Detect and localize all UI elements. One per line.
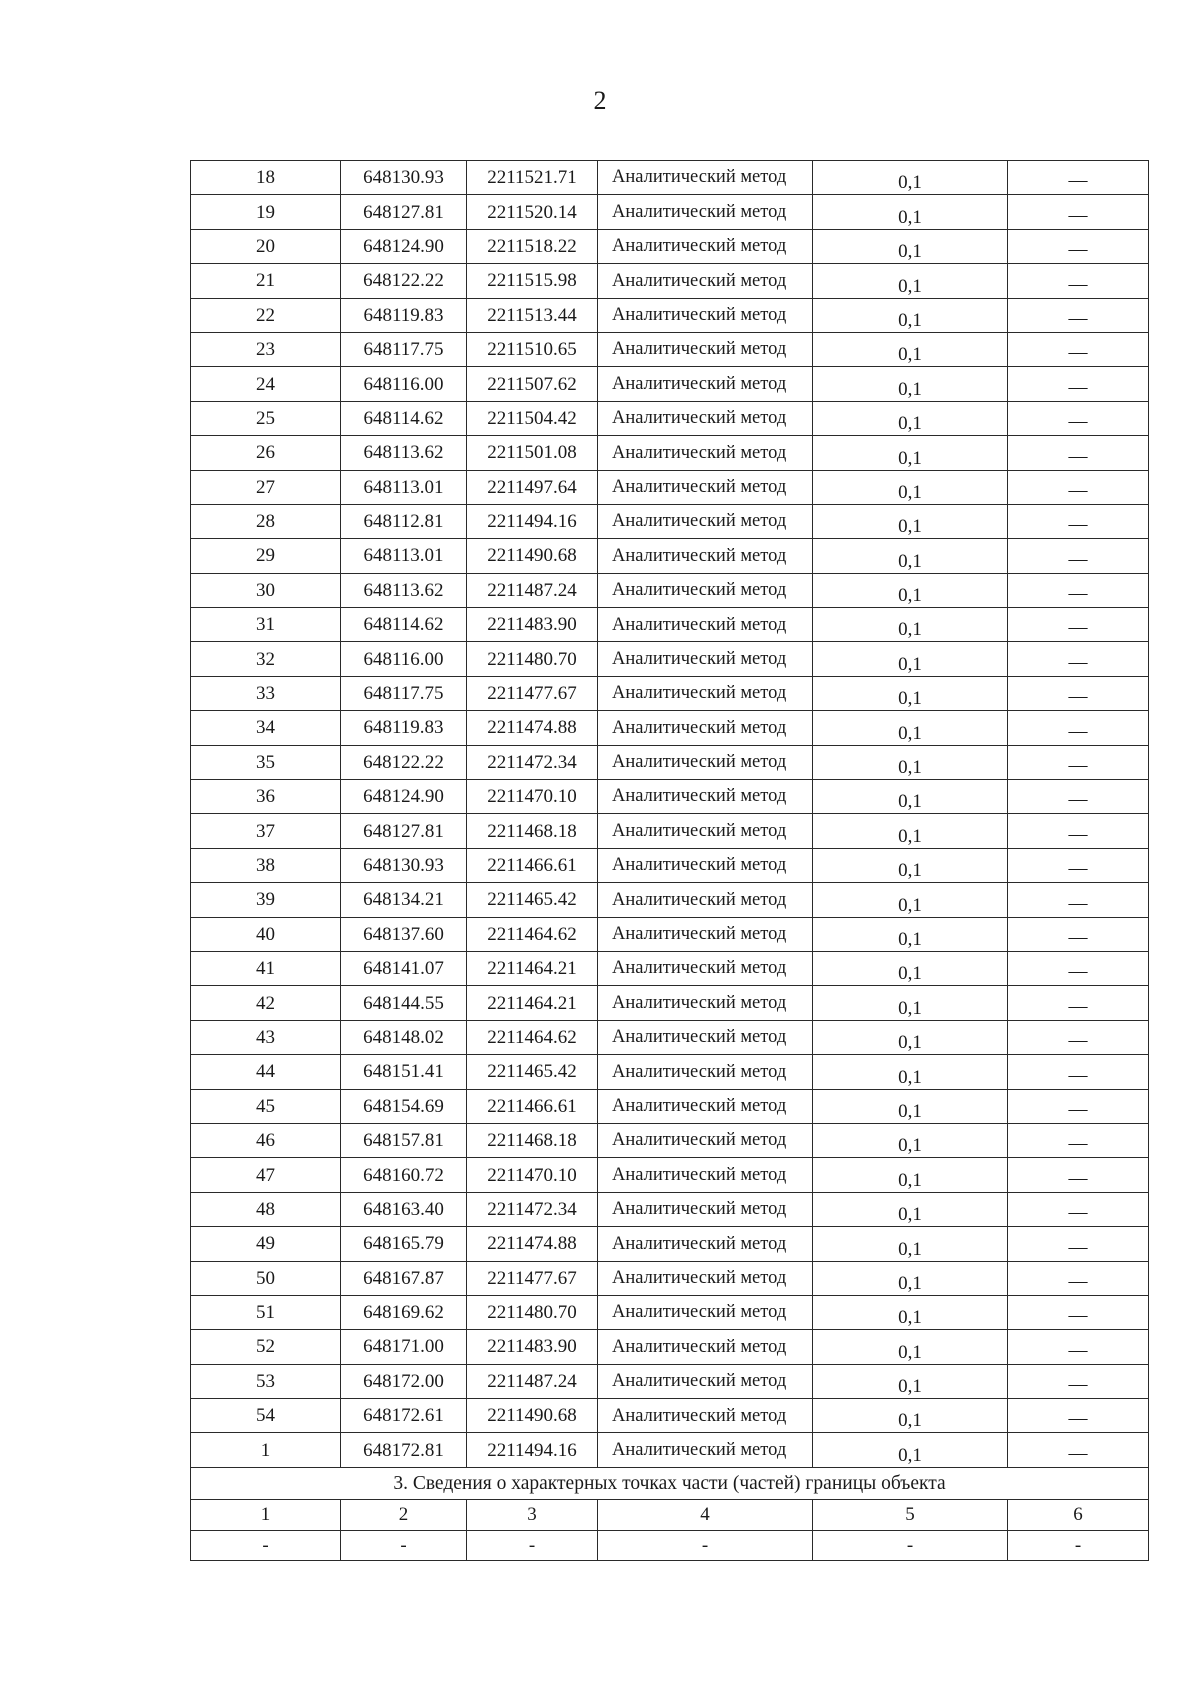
point-number-cell: 32 [191,642,341,676]
point-number-cell: 28 [191,504,341,538]
method-cell: Аналитический метод [598,367,813,401]
x-coordinate-cell: 648148.02 [341,1020,467,1054]
y-coordinate-cell: 2211480.70 [467,1295,598,1329]
x-coordinate-cell: 648163.40 [341,1192,467,1226]
point-number-cell: 35 [191,745,341,779]
method-cell: Аналитический метод [598,883,813,917]
point-number-cell: 47 [191,1158,341,1192]
x-coordinate-cell: 648127.81 [341,814,467,848]
accuracy-cell: 0,1 [813,332,1008,366]
accuracy-cell: 0,1 [813,1227,1008,1261]
table-row [191,504,1149,538]
section-3-cell: - [813,1530,1008,1560]
table-row [191,1192,1149,1226]
method-cell: Аналитический метод [598,608,813,642]
description-cell: — [1008,1158,1149,1192]
x-coordinate-cell: 648172.81 [341,1433,467,1467]
y-coordinate-cell: 2211515.98 [467,264,598,298]
accuracy-cell: 0,1 [813,883,1008,917]
accuracy-cell: 0,1 [813,539,1008,573]
x-coordinate-cell: 648113.62 [341,436,467,470]
method-cell: Аналитический метод [598,195,813,229]
accuracy-cell: 0,1 [813,1055,1008,1089]
method-cell: Аналитический метод [598,573,813,607]
point-number-cell: 52 [191,1330,341,1364]
method-cell: Аналитический метод [598,161,813,195]
point-number-cell: 42 [191,986,341,1020]
section-3-col-6: 6 [1008,1499,1149,1530]
accuracy-cell: 0,1 [813,917,1008,951]
y-coordinate-cell: 2211490.68 [467,539,598,573]
table-row [191,1227,1149,1261]
point-number-cell: 19 [191,195,341,229]
section-3-cell: - [341,1530,467,1560]
x-coordinate-cell: 648117.75 [341,676,467,710]
point-number-cell: 21 [191,264,341,298]
point-number-cell: 46 [191,1123,341,1157]
point-number-cell: 34 [191,711,341,745]
description-cell: — [1008,1020,1149,1054]
description-cell: — [1008,1433,1149,1467]
accuracy-cell: 0,1 [813,642,1008,676]
table-row [191,711,1149,745]
table-row [191,1158,1149,1192]
table-row [191,470,1149,504]
table-row [191,1055,1149,1089]
y-coordinate-cell: 2211472.34 [467,745,598,779]
method-cell: Аналитический метод [598,642,813,676]
accuracy-cell: 0,1 [813,1020,1008,1054]
y-coordinate-cell: 2211477.67 [467,676,598,710]
description-cell: — [1008,1399,1149,1433]
method-cell: Аналитический метод [598,470,813,504]
table-row [191,848,1149,882]
method-cell: Аналитический метод [598,780,813,814]
description-cell: — [1008,676,1149,710]
point-number-cell: 36 [191,780,341,814]
description-cell: — [1008,848,1149,882]
method-cell: Аналитический метод [598,1399,813,1433]
table-row [191,1261,1149,1295]
method-cell: Аналитический метод [598,264,813,298]
method-cell: Аналитический метод [598,401,813,435]
accuracy-cell: 0,1 [813,436,1008,470]
x-coordinate-cell: 648116.00 [341,642,467,676]
point-number-cell: 25 [191,401,341,435]
accuracy-cell: 0,1 [813,1089,1008,1123]
y-coordinate-cell: 2211468.18 [467,1123,598,1157]
y-coordinate-cell: 2211507.62 [467,367,598,401]
x-coordinate-cell: 648141.07 [341,951,467,985]
method-cell: Аналитический метод [598,229,813,263]
method-cell: Аналитический метод [598,1227,813,1261]
description-cell: — [1008,883,1149,917]
method-cell: Аналитический метод [598,1364,813,1398]
x-coordinate-cell: 648157.81 [341,1123,467,1157]
description-cell: — [1008,1330,1149,1364]
point-number-cell: 38 [191,848,341,882]
table-row [191,1399,1149,1433]
point-number-cell: 30 [191,573,341,607]
accuracy-cell: 0,1 [813,1192,1008,1226]
accuracy-cell: 0,1 [813,780,1008,814]
x-coordinate-cell: 648137.60 [341,917,467,951]
point-number-cell: 26 [191,436,341,470]
table-row [191,1020,1149,1054]
description-cell: — [1008,1295,1149,1329]
y-coordinate-cell: 2211464.21 [467,951,598,985]
x-coordinate-cell: 648116.00 [341,367,467,401]
section-3-title-row [191,1467,1149,1499]
accuracy-cell: 0,1 [813,470,1008,504]
y-coordinate-cell: 2211510.65 [467,332,598,366]
description-cell: — [1008,367,1149,401]
y-coordinate-cell: 2211468.18 [467,814,598,848]
x-coordinate-cell: 648113.01 [341,539,467,573]
x-coordinate-cell: 648127.81 [341,195,467,229]
y-coordinate-cell: 2211518.22 [467,229,598,263]
section-3-cell: - [1008,1530,1149,1560]
x-coordinate-cell: 648130.93 [341,848,467,882]
accuracy-cell: 0,1 [813,367,1008,401]
accuracy-cell: 0,1 [813,608,1008,642]
method-cell: Аналитический метод [598,917,813,951]
point-number-cell: 54 [191,1399,341,1433]
description-cell: — [1008,1123,1149,1157]
x-coordinate-cell: 648112.81 [341,504,467,538]
description-cell: — [1008,573,1149,607]
point-number-cell: 27 [191,470,341,504]
x-coordinate-cell: 648114.62 [341,608,467,642]
accuracy-cell: 0,1 [813,814,1008,848]
description-cell: — [1008,436,1149,470]
accuracy-cell: 0,1 [813,711,1008,745]
description-cell: — [1008,195,1149,229]
section-3-col-5: 5 [813,1499,1008,1530]
accuracy-cell: 0,1 [813,573,1008,607]
y-coordinate-cell: 2211464.21 [467,986,598,1020]
method-cell: Аналитический метод [598,711,813,745]
description-cell: — [1008,504,1149,538]
section-3-title: 3. Сведения о характерных точках части (частей) границы объекта [191,1467,1149,1499]
boundary-points-table [190,160,1149,1561]
y-coordinate-cell: 2211465.42 [467,1055,598,1089]
description-cell: — [1008,711,1149,745]
description-cell: — [1008,1055,1149,1089]
table-row [191,161,1149,195]
y-coordinate-cell: 2211494.16 [467,1433,598,1467]
y-coordinate-cell: 2211487.24 [467,573,598,607]
x-coordinate-cell: 648144.55 [341,986,467,1020]
method-cell: Аналитический метод [598,436,813,470]
method-cell: Аналитический метод [598,814,813,848]
y-coordinate-cell: 2211490.68 [467,1399,598,1433]
x-coordinate-cell: 648122.22 [341,264,467,298]
point-number-cell: 20 [191,229,341,263]
y-coordinate-cell: 2211470.10 [467,780,598,814]
section-3-col-2: 2 [341,1499,467,1530]
accuracy-cell: 0,1 [813,986,1008,1020]
description-cell: — [1008,814,1149,848]
point-number-cell: 31 [191,608,341,642]
y-coordinate-cell: 2211466.61 [467,848,598,882]
description-cell: — [1008,401,1149,435]
table-row [191,195,1149,229]
table-row [191,229,1149,263]
y-coordinate-cell: 2211477.67 [467,1261,598,1295]
description-cell: — [1008,986,1149,1020]
accuracy-cell: 0,1 [813,951,1008,985]
point-number-cell: 24 [191,367,341,401]
y-coordinate-cell: 2211520.14 [467,195,598,229]
point-number-cell: 1 [191,1433,341,1467]
method-cell: Аналитический метод [598,951,813,985]
section-3-col-3: 3 [467,1499,598,1530]
method-cell: Аналитический метод [598,848,813,882]
description-cell: — [1008,470,1149,504]
x-coordinate-cell: 648154.69 [341,1089,467,1123]
method-cell: Аналитический метод [598,986,813,1020]
accuracy-cell: 0,1 [813,1364,1008,1398]
table-row [191,883,1149,917]
x-coordinate-cell: 648119.83 [341,711,467,745]
description-cell: — [1008,608,1149,642]
accuracy-cell: 0,1 [813,1123,1008,1157]
accuracy-cell: 0,1 [813,848,1008,882]
y-coordinate-cell: 2211487.24 [467,1364,598,1398]
x-coordinate-cell: 648172.00 [341,1364,467,1398]
y-coordinate-cell: 2211494.16 [467,504,598,538]
accuracy-cell: 0,1 [813,1295,1008,1329]
point-number-cell: 53 [191,1364,341,1398]
point-number-cell: 49 [191,1227,341,1261]
table-row [191,608,1149,642]
description-cell: — [1008,1227,1149,1261]
y-coordinate-cell: 2211501.08 [467,436,598,470]
point-number-cell: 23 [191,332,341,366]
section-3-col-1: 1 [191,1499,341,1530]
x-coordinate-cell: 648130.93 [341,161,467,195]
point-number-cell: 50 [191,1261,341,1295]
point-number-cell: 22 [191,298,341,332]
method-cell: Аналитический метод [598,332,813,366]
x-coordinate-cell: 648113.62 [341,573,467,607]
point-number-cell: 43 [191,1020,341,1054]
x-coordinate-cell: 648165.79 [341,1227,467,1261]
table-row [191,573,1149,607]
table-row [191,814,1149,848]
table-row [191,951,1149,985]
table-row [191,298,1149,332]
y-coordinate-cell: 2211466.61 [467,1089,598,1123]
section-3-empty-row [191,1530,1149,1560]
table-row [191,917,1149,951]
point-number-cell: 51 [191,1295,341,1329]
x-coordinate-cell: 648171.00 [341,1330,467,1364]
table-row [191,780,1149,814]
accuracy-cell: 0,1 [813,504,1008,538]
y-coordinate-cell: 2211521.71 [467,161,598,195]
table-row [191,332,1149,366]
table-row [191,1330,1149,1364]
accuracy-cell: 0,1 [813,401,1008,435]
table-row [191,1364,1149,1398]
table-row [191,1295,1149,1329]
method-cell: Аналитический метод [598,298,813,332]
x-coordinate-cell: 648124.90 [341,780,467,814]
y-coordinate-cell: 2211464.62 [467,917,598,951]
y-coordinate-cell: 2211470.10 [467,1158,598,1192]
points-table-body [191,161,1149,1468]
table-row [191,642,1149,676]
x-coordinate-cell: 648117.75 [341,332,467,366]
table-row [191,745,1149,779]
accuracy-cell: 0,1 [813,745,1008,779]
description-cell: — [1008,1364,1149,1398]
y-coordinate-cell: 2211474.88 [467,711,598,745]
y-coordinate-cell: 2211480.70 [467,642,598,676]
point-number-cell: 37 [191,814,341,848]
y-coordinate-cell: 2211465.42 [467,883,598,917]
method-cell: Аналитический метод [598,1433,813,1467]
description-cell: — [1008,642,1149,676]
section-3-col-4: 4 [598,1499,813,1530]
y-coordinate-cell: 2211513.44 [467,298,598,332]
point-number-cell: 33 [191,676,341,710]
point-number-cell: 18 [191,161,341,195]
section-3-cell: - [467,1530,598,1560]
description-cell: — [1008,298,1149,332]
table-row [191,436,1149,470]
section-3-cell: - [191,1530,341,1560]
x-coordinate-cell: 648167.87 [341,1261,467,1295]
description-cell: — [1008,951,1149,985]
y-coordinate-cell: 2211483.90 [467,1330,598,1364]
method-cell: Аналитический метод [598,1330,813,1364]
accuracy-cell: 0,1 [813,1330,1008,1364]
accuracy-cell: 0,1 [813,1158,1008,1192]
x-coordinate-cell: 648119.83 [341,298,467,332]
accuracy-cell: 0,1 [813,195,1008,229]
description-cell: — [1008,917,1149,951]
y-coordinate-cell: 2211483.90 [467,608,598,642]
point-number-cell: 40 [191,917,341,951]
table-row [191,401,1149,435]
method-cell: Аналитический метод [598,1295,813,1329]
x-coordinate-cell: 648172.61 [341,1399,467,1433]
table-row [191,539,1149,573]
x-coordinate-cell: 648114.62 [341,401,467,435]
point-number-cell: 41 [191,951,341,985]
table-row [191,367,1149,401]
description-cell: — [1008,1261,1149,1295]
point-number-cell: 48 [191,1192,341,1226]
section-3-header-row [191,1499,1149,1530]
y-coordinate-cell: 2211504.42 [467,401,598,435]
accuracy-cell: 0,1 [813,298,1008,332]
y-coordinate-cell: 2211464.62 [467,1020,598,1054]
method-cell: Аналитический метод [598,1089,813,1123]
accuracy-cell: 0,1 [813,1261,1008,1295]
method-cell: Аналитический метод [598,1123,813,1157]
point-number-cell: 44 [191,1055,341,1089]
description-cell: — [1008,229,1149,263]
method-cell: Аналитический метод [598,539,813,573]
description-cell: — [1008,332,1149,366]
point-number-cell: 29 [191,539,341,573]
y-coordinate-cell: 2211472.34 [467,1192,598,1226]
x-coordinate-cell: 648151.41 [341,1055,467,1089]
y-coordinate-cell: 2211474.88 [467,1227,598,1261]
method-cell: Аналитический метод [598,1158,813,1192]
accuracy-cell: 0,1 [813,676,1008,710]
method-cell: Аналитический метод [598,1020,813,1054]
method-cell: Аналитический метод [598,745,813,779]
method-cell: Аналитический метод [598,504,813,538]
description-cell: — [1008,745,1149,779]
x-coordinate-cell: 648124.90 [341,229,467,263]
method-cell: Аналитический метод [598,1192,813,1226]
section-3-cell: - [598,1530,813,1560]
x-coordinate-cell: 648169.62 [341,1295,467,1329]
method-cell: Аналитический метод [598,1055,813,1089]
y-coordinate-cell: 2211497.64 [467,470,598,504]
table-row [191,986,1149,1020]
description-cell: — [1008,264,1149,298]
accuracy-cell: 0,1 [813,229,1008,263]
table-row [191,676,1149,710]
accuracy-cell: 0,1 [813,264,1008,298]
description-cell: — [1008,1192,1149,1226]
x-coordinate-cell: 648160.72 [341,1158,467,1192]
description-cell: — [1008,161,1149,195]
description-cell: — [1008,539,1149,573]
description-cell: — [1008,780,1149,814]
point-number-cell: 39 [191,883,341,917]
accuracy-cell: 0,1 [813,1433,1008,1467]
method-cell: Аналитический метод [598,676,813,710]
table-row [191,1433,1149,1467]
x-coordinate-cell: 648134.21 [341,883,467,917]
table-row [191,1089,1149,1123]
point-number-cell: 45 [191,1089,341,1123]
page-number: 2 [593,86,607,115]
accuracy-cell: 0,1 [813,1399,1008,1433]
description-cell: — [1008,1089,1149,1123]
table-row [191,264,1149,298]
method-cell: Аналитический метод [598,1261,813,1295]
x-coordinate-cell: 648122.22 [341,745,467,779]
table-row [191,1123,1149,1157]
x-coordinate-cell: 648113.01 [341,470,467,504]
accuracy-cell: 0,1 [813,161,1008,195]
